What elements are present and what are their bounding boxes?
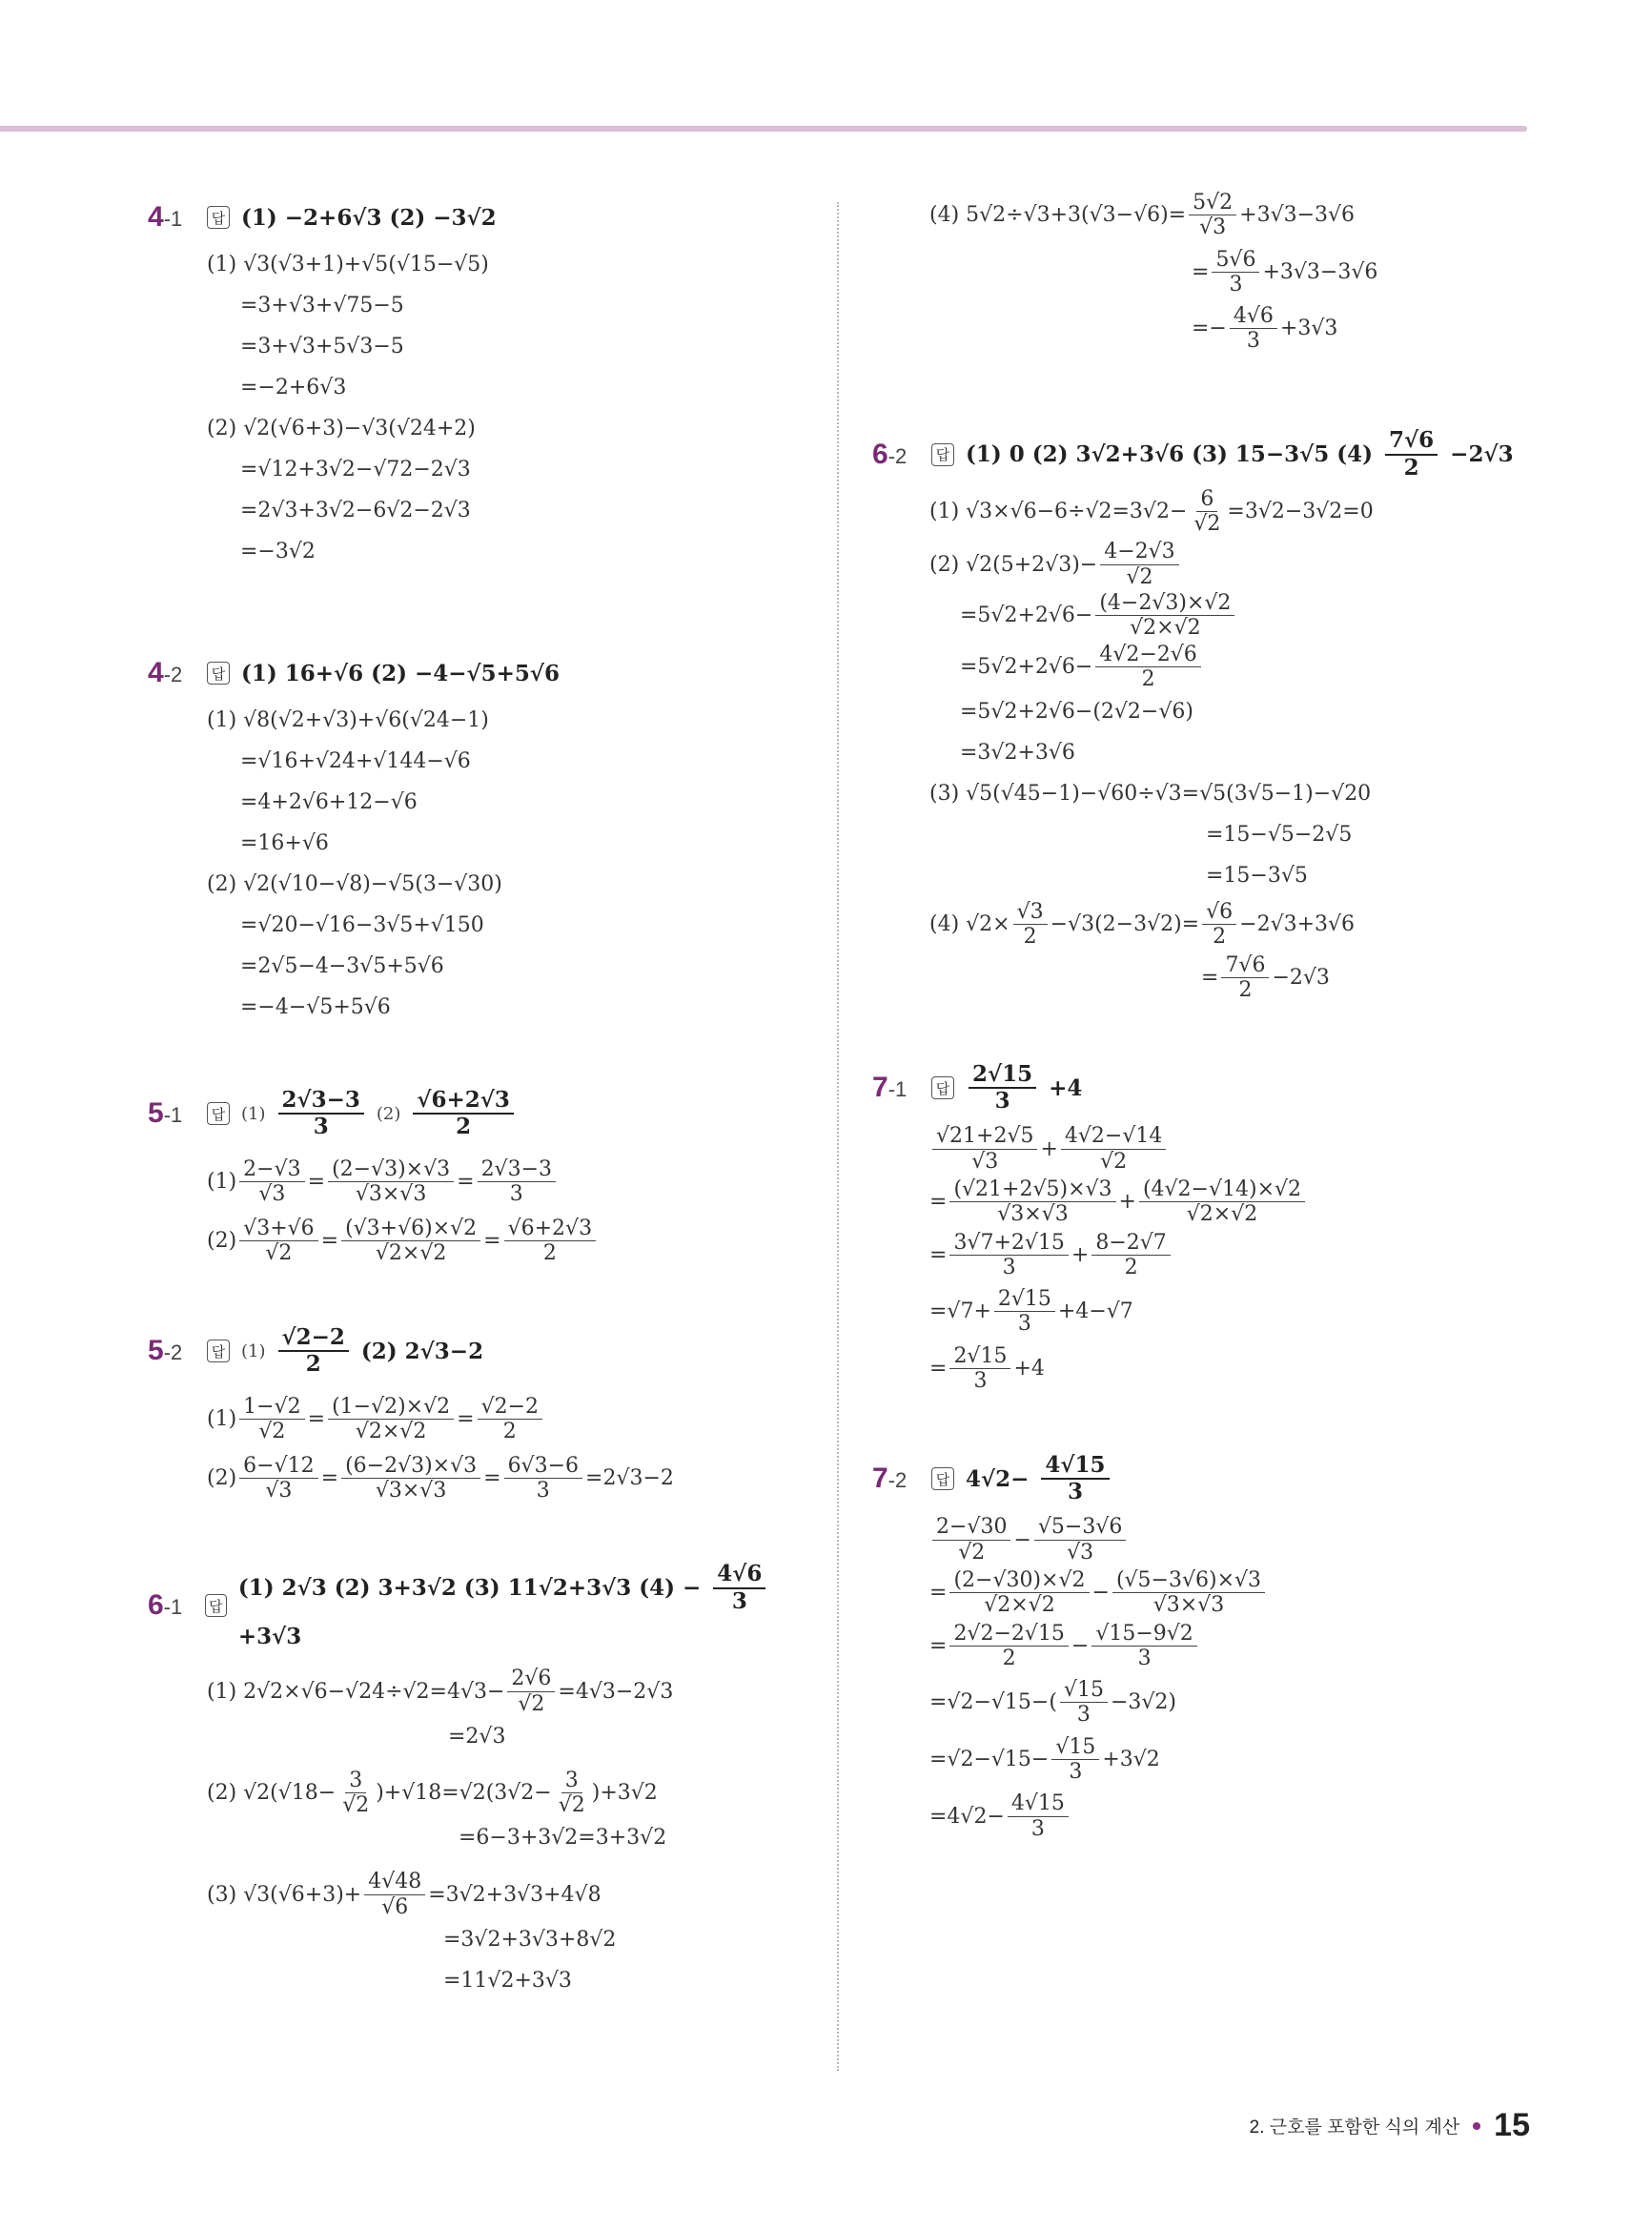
solution-line: =6−3+3√2=3+3√2	[459, 1826, 667, 1851]
solution-line: =5√2+2√6− $\frac{(4-2√3)\times√2}{√2\times√2}$	[872, 591, 1540, 641]
answer: (1) $\frac{2√3-3}{3}$ (2) $\frac{√6+2√3}{2}$	[241, 1088, 517, 1140]
solution-line: $\frac{2-√30}{√2}$ − $\frac{√5-3√6}{√3}$	[872, 1515, 1540, 1565]
solution-line: (4) √2× $\frac{√3}{2}$ −√3(2−3√2)= $\frac{√6}{2}$ −2√3+3√6	[929, 900, 1356, 950]
solution-line: =4+2√6+12−√6	[240, 790, 418, 814]
solution-line: (1) 2√2×√6−√24÷√2=4√3− $\frac{2√6}{√2}$ =4√3−2√3	[207, 1667, 674, 1716]
solution-line: =4√2− $\frac{4√15}{3}$	[872, 1791, 1540, 1841]
answer: (1) −2+6√3 (2) −3√2	[241, 204, 497, 231]
answer-mark-icon: 답	[205, 1594, 227, 1617]
solution-line: = $\frac{5√6}{3}$ +3√3−3√6	[1192, 247, 1378, 297]
solution-line: =3√2+3√3+8√2	[443, 1928, 617, 1953]
solution-line: (2) $\frac{6-√12}{√3}$ = $\frac{(6-2√3)\times√3}{√3\times√3}$ = $\frac{6√3-6}{3}$ =2√3−2	[207, 1453, 674, 1504]
solution-line: (3) √5(√45−1)−√60÷√3=√5(3√5−1)−√20	[929, 782, 1372, 807]
solution-line: =√12+3√2−√72−2√3	[240, 458, 471, 481]
right-column	[872, 191, 1540, 1841]
problem-number: 5-2	[148, 1335, 183, 1367]
answer-mark-icon: 답	[207, 206, 230, 229]
solution-line: (1) $\frac{1-√2}{√2}$ = $\frac{(1-√2)\times√2}{√2\times√2}$ = $\frac{√2-2}{2}$	[148, 1395, 815, 1444]
problem-number: 4-2	[148, 657, 183, 688]
solution-line: =√2−√15−( $\frac{√15}{3}$ −3√2)	[929, 1678, 1176, 1728]
solution-line: =16+√6	[240, 831, 329, 855]
problem-5-2	[148, 1324, 815, 1503]
problem-6-2	[872, 428, 1540, 1003]
problem-number: 7-2	[872, 1463, 908, 1495]
left-column	[148, 191, 815, 2001]
solution-line: =−4−√5+5√6	[240, 995, 391, 1019]
answer-mark-icon: 답	[931, 1076, 954, 1099]
solution-line: =5√2+2√6−(2√2−√6)	[960, 700, 1193, 725]
solution-line: (2) √2(√18− $\frac{3}{√2}$ )+√18=√2(3√2− $\frac{3}{√2}$ )+3√2	[207, 1768, 658, 1818]
solution-line: (1) $\frac{2-√3}{√3}$ = $\frac{(2-√3)\times√3}{√3\times√3}$ = $\frac{2√3-3}{3}$	[148, 1157, 815, 1207]
solution-line: = $\frac{2√2-2√15}{2}$ − $\frac{√15-9√2}{3}$	[872, 1622, 1540, 1671]
bullet-dot-icon	[1473, 2122, 1480, 2130]
problem-number: 5-1	[148, 1097, 183, 1129]
answer-mark-icon: 답	[931, 1467, 954, 1490]
solution-line: =√16+√24+√144−√6	[240, 749, 471, 773]
top-decor-bar	[0, 126, 1527, 132]
problem-4-2	[148, 646, 815, 1028]
solution-line: (2) √2(5+2√3)− $\frac{4-2√3}{√2}$	[872, 540, 1540, 589]
solution-line: =11√2+3√3	[443, 1969, 572, 1994]
answer: (1) 2√3 (2) 3+3√2 (3) 11√2+3√3 (4) − $\frac{4√6}{3}$ +3√3	[238, 1562, 815, 1649]
chapter-title: 2. 근호를 포함한 식의 계산	[1249, 2117, 1460, 2138]
problem-6-1	[148, 1562, 815, 2001]
solution-line: =−3√2	[240, 540, 316, 563]
problem-7-2	[872, 1452, 1540, 1841]
problem-4-1	[148, 191, 815, 572]
answer: (1) 0 (2) 3√2+3√6 (3) 15−3√5 (4) $\frac{7√6}{2}$ −2√3	[966, 427, 1514, 481]
solution-line: =3+√3+√75−5	[240, 294, 404, 317]
solution-line: =√2−√15− $\frac{√15}{3}$ +3√2	[929, 1734, 1160, 1784]
solution-line: (1) √8(√2+√3)+√6(√24−1)	[207, 708, 489, 732]
problem-5-1	[148, 1087, 815, 1265]
solution-line: = $\frac{3√7+2√15}{3}$ + $\frac{8-2√7}{2}$	[872, 1231, 1540, 1280]
problem-number: 6-2	[872, 438, 908, 470]
answer-mark-icon: 답	[207, 662, 230, 685]
solution-line: (4) 5√2÷√3+3(√3−√6)= $\frac{5√2}{√3}$ +3√3−3√6	[929, 191, 1356, 240]
solution-line: =5√2+2√6− $\frac{4√2-2√6}{2}$	[872, 643, 1540, 692]
solution-line: $\frac{√21+2√5}{√3}$ + $\frac{4√2-√14}{√2}$	[872, 1124, 1540, 1174]
page-footer	[1250, 2107, 1530, 2144]
solution-line: =√20−√16−3√5+√150	[240, 913, 484, 937]
solution-line: =3√2+3√6	[960, 741, 1075, 766]
problem-number: 7-1	[872, 1072, 908, 1104]
problem-number: 4-1	[148, 201, 183, 233]
answer: (1) $\frac{√2-2}{2}$ (2) 2√3−2	[241, 1323, 484, 1378]
problem-7-1	[872, 1061, 1540, 1393]
solution-line: =2√5−4−3√5+5√6	[240, 954, 444, 978]
answer-mark-icon: 답	[207, 1102, 230, 1125]
solution-line: (1) √3×√6−6÷√2=3√2− $\frac{6}{√2}$ =3√2−3√2=0	[929, 486, 1374, 537]
solution-line: (1) √3(√3+1)+√5(√15−√5)	[207, 253, 489, 276]
solution-line: = $\frac{2√15}{3}$ +4	[929, 1343, 1045, 1394]
solution-line: (2) √2(√10−√8)−√5(3−√30)	[207, 872, 502, 896]
solution-line: =15−√5−2√5	[1206, 823, 1353, 848]
answer: $\frac{2√15}{3}$ +4	[966, 1062, 1082, 1115]
solution-line: =3+√3+5√3−5	[240, 335, 404, 358]
answer-mark-icon: 답	[207, 1340, 230, 1362]
solution-line: =15−3√5	[1206, 864, 1308, 889]
solution-line: =2√3	[448, 1724, 506, 1749]
answer: 4√2− $\frac{4√15}{3}$	[966, 1453, 1112, 1505]
solution-line: = $\frac{(2-√30)\times√2}{√2\times√2}$ − $\frac{(√5-3√6)\times√3}{√3\times√3}$	[872, 1568, 1540, 1618]
solution-line: =− $\frac{4√6}{3}$ +3√3	[1192, 304, 1338, 354]
solution-line: =−2+6√3	[240, 376, 347, 399]
solution-line: (3) √3(√6+3)+ $\frac{4√48}{√6}$ =3√2+3√3+4√8	[207, 1870, 602, 1919]
solution-line: =√7+ $\frac{2√15}{3}$ +4−√7	[929, 1287, 1133, 1337]
solution-line: = $\frac{7√6}{2}$ −2√3	[1201, 952, 1330, 1003]
solution-line: (2) $\frac{√3+√6}{√2}$ = $\frac{(√3+√6)\times√2}{√2\times√2}$ = $\frac{√6+2√3}{2}$	[148, 1217, 815, 1266]
answer-mark-icon: 답	[931, 443, 954, 466]
problem-number: 6-1	[148, 1589, 183, 1622]
problem-6-1-continued	[872, 191, 1540, 354]
solution-line: =2√3+3√2−6√2−2√3	[240, 499, 471, 522]
page-number: 15	[1494, 2107, 1530, 2143]
solution-line: (2) √2(√6+3)−√3(√24+2)	[207, 417, 476, 440]
column-divider	[837, 202, 839, 2071]
answer: (1) 16+√6 (2) −4−√5+5√6	[241, 660, 561, 686]
solution-line: = $\frac{(√21+2√5)\times√3}{√3\times√3}$ + $\frac{(4√2-√14)\times√2}{√2\times√2}$	[872, 1177, 1540, 1227]
